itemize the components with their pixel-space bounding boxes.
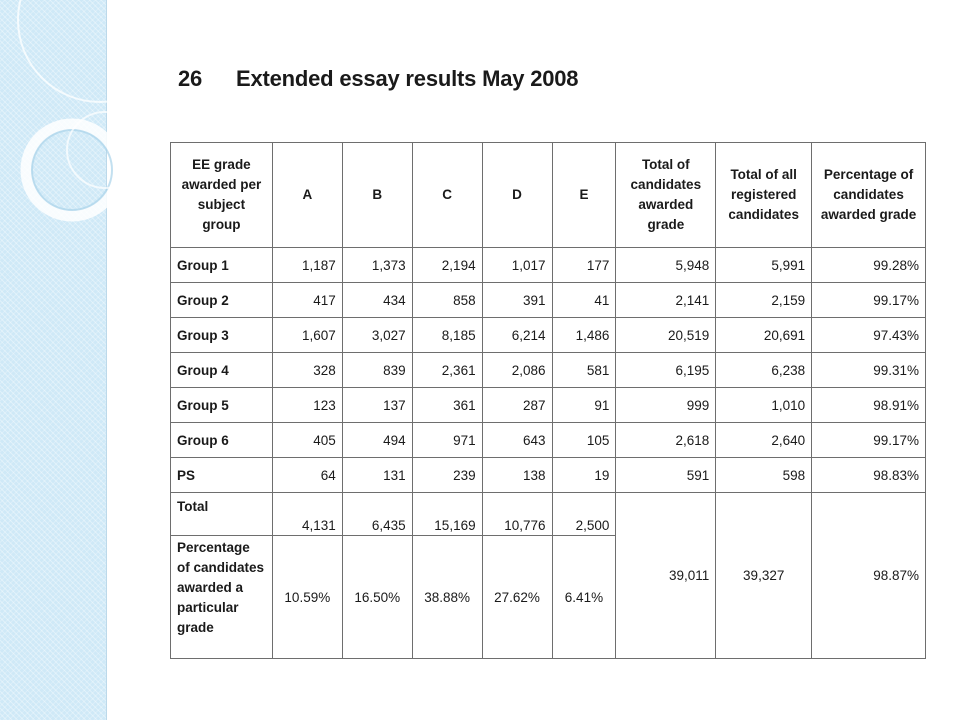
cell-awarded: 6,195 xyxy=(616,353,716,388)
cell-e: 105 xyxy=(552,423,616,458)
header-grade-e: E xyxy=(552,143,616,248)
cell-c: 239 xyxy=(412,458,482,493)
cell-awarded: 20,519 xyxy=(616,318,716,353)
cell-percentage: 98.83% xyxy=(812,458,926,493)
grade-percentage-c: 38.88% xyxy=(412,536,482,659)
header-grade-a: A xyxy=(272,143,342,248)
cell-c: 361 xyxy=(412,388,482,423)
table-row xyxy=(171,353,926,388)
row-label: Group 2 xyxy=(171,283,273,318)
slide-title-text: Extended essay results May 2008 xyxy=(236,66,579,91)
header-total-registered: Total of all registered candidates xyxy=(716,143,812,248)
cell-e: 19 xyxy=(552,458,616,493)
grade-percentage-a: 10.59% xyxy=(272,536,342,659)
cell-a: 123 xyxy=(272,388,342,423)
total-registered: 39,327 xyxy=(716,493,812,659)
total-d: 10,776 xyxy=(482,493,552,536)
cell-d: 287 xyxy=(482,388,552,423)
slide-number: 26 xyxy=(178,66,203,91)
table-row xyxy=(171,318,926,353)
cell-c: 8,185 xyxy=(412,318,482,353)
table-row xyxy=(171,248,926,283)
cell-b: 434 xyxy=(342,283,412,318)
cell-percentage: 97.43% xyxy=(812,318,926,353)
row-label: Group 3 xyxy=(171,318,273,353)
cell-percentage: 99.28% xyxy=(812,248,926,283)
cell-d: 391 xyxy=(482,283,552,318)
cell-a: 64 xyxy=(272,458,342,493)
grade-percentage-d: 27.62% xyxy=(482,536,552,659)
cell-percentage: 99.31% xyxy=(812,353,926,388)
cell-registered: 5,991 xyxy=(716,248,812,283)
cell-d: 1,017 xyxy=(482,248,552,283)
cell-awarded: 2,141 xyxy=(616,283,716,318)
table-body xyxy=(171,248,926,659)
cell-d: 643 xyxy=(482,423,552,458)
header-row xyxy=(171,143,926,248)
total-a: 4,131 xyxy=(272,493,342,536)
table-row xyxy=(171,423,926,458)
cell-a: 417 xyxy=(272,283,342,318)
cell-awarded: 2,618 xyxy=(616,423,716,458)
header-total-awarded: Total of candidates awarded grade xyxy=(616,143,716,248)
total-awarded: 39,011 xyxy=(616,493,716,659)
cell-c: 858 xyxy=(412,283,482,318)
header-grade-d: D xyxy=(482,143,552,248)
table-row xyxy=(171,388,926,423)
cell-b: 137 xyxy=(342,388,412,423)
total-label: Total xyxy=(171,493,273,536)
grade-percentage-label: Percentage of candidates awarded a particular grade xyxy=(171,536,273,659)
cell-registered: 6,238 xyxy=(716,353,812,388)
cell-awarded: 591 xyxy=(616,458,716,493)
cell-e: 1,486 xyxy=(552,318,616,353)
cell-e: 177 xyxy=(552,248,616,283)
cell-registered: 2,640 xyxy=(716,423,812,458)
cell-c: 971 xyxy=(412,423,482,458)
large-ring xyxy=(18,0,140,102)
row-label: Group 6 xyxy=(171,423,273,458)
header-group: EE grade awarded per subject group xyxy=(171,143,273,248)
cell-e: 91 xyxy=(552,388,616,423)
cell-percentage: 99.17% xyxy=(812,283,926,318)
cell-a: 1,187 xyxy=(272,248,342,283)
row-label: PS xyxy=(171,458,273,493)
cell-registered: 1,010 xyxy=(716,388,812,423)
cell-e: 41 xyxy=(552,283,616,318)
header-percentage: Percentage of candidates awarded grade xyxy=(812,143,926,248)
cell-a: 328 xyxy=(272,353,342,388)
cell-b: 1,373 xyxy=(342,248,412,283)
row-label: Group 4 xyxy=(171,353,273,388)
header-grade-c: C xyxy=(412,143,482,248)
cell-b: 131 xyxy=(342,458,412,493)
cell-d: 2,086 xyxy=(482,353,552,388)
row-label: Group 1 xyxy=(171,248,273,283)
header-grade-b: B xyxy=(342,143,412,248)
cell-d: 138 xyxy=(482,458,552,493)
total-c: 15,169 xyxy=(412,493,482,536)
cell-awarded: 5,948 xyxy=(616,248,716,283)
table-row xyxy=(171,283,926,318)
total-percentage: 98.87% xyxy=(812,493,926,659)
grade-percentage-b: 16.50% xyxy=(342,536,412,659)
cell-registered: 20,691 xyxy=(716,318,812,353)
cell-awarded: 999 xyxy=(616,388,716,423)
cell-registered: 598 xyxy=(716,458,812,493)
cell-b: 3,027 xyxy=(342,318,412,353)
table-row xyxy=(171,458,926,493)
total-b: 6,435 xyxy=(342,493,412,536)
cell-percentage: 98.91% xyxy=(812,388,926,423)
total-e: 2,500 xyxy=(552,493,616,536)
small-ring xyxy=(67,112,140,188)
cell-b: 494 xyxy=(342,423,412,458)
cell-percentage: 99.17% xyxy=(812,423,926,458)
cell-a: 1,607 xyxy=(272,318,342,353)
results-table xyxy=(170,142,926,659)
cell-b: 839 xyxy=(342,353,412,388)
cell-a: 405 xyxy=(272,423,342,458)
slide-title xyxy=(178,66,578,92)
total-row xyxy=(171,493,926,536)
cell-c: 2,361 xyxy=(412,353,482,388)
grade-percentage-e: 6.41% xyxy=(552,536,616,659)
decorative-rings xyxy=(0,0,140,240)
cell-d: 6,214 xyxy=(482,318,552,353)
cell-e: 581 xyxy=(552,353,616,388)
cell-registered: 2,159 xyxy=(716,283,812,318)
cell-c: 2,194 xyxy=(412,248,482,283)
row-label: Group 5 xyxy=(171,388,273,423)
